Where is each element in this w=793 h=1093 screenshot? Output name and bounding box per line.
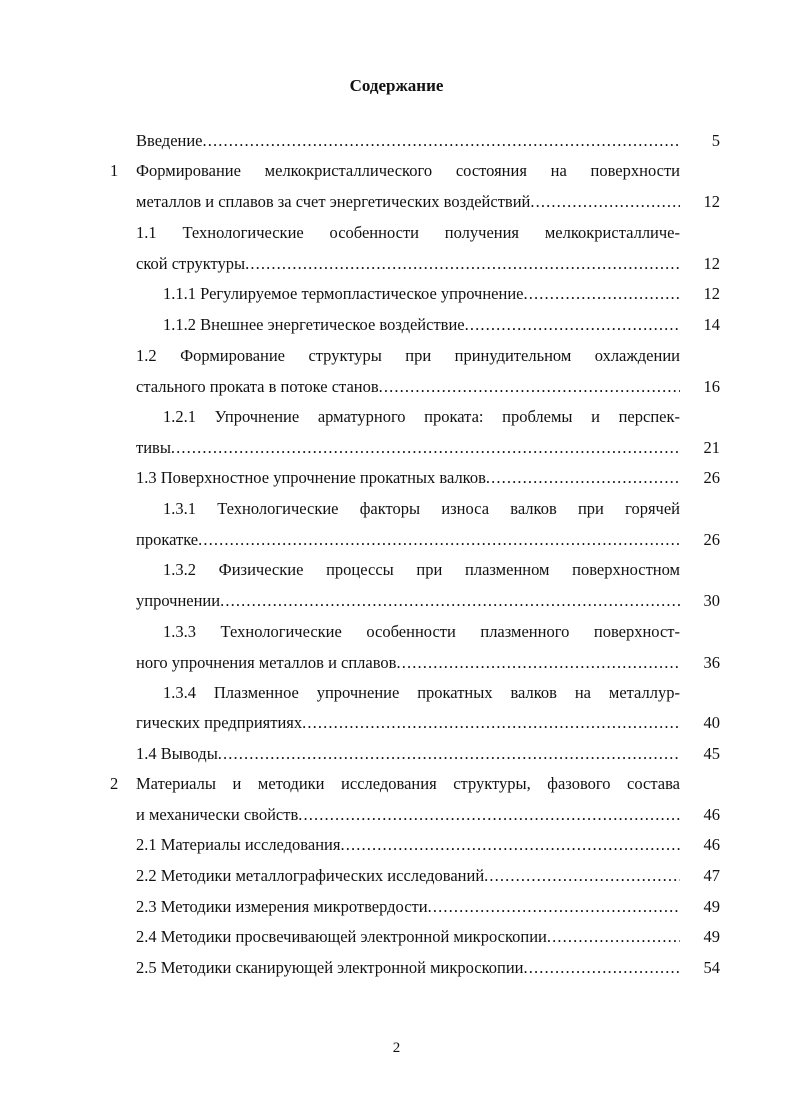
dot-leader <box>486 466 680 490</box>
dot-leader <box>198 528 680 552</box>
toc-entry-text: ного упрочнения металлов и сплавов <box>136 653 397 672</box>
toc-entry-leader-line <box>136 925 680 949</box>
dot-leader <box>302 711 680 735</box>
dot-leader <box>524 956 680 980</box>
page-number: 2 <box>392 1040 401 1056</box>
toc-entry-text: 2.5 Методики сканирующей электронной микроскопии <box>136 958 524 977</box>
toc-entry-text: ской структуры <box>136 254 246 273</box>
toc-entry-first-line: 1.2.1 Упрочнение арматурного проката: проблемы и перспек- <box>163 407 680 426</box>
chapter-number: 2 <box>110 774 119 793</box>
toc-entry-text: 1.1.1 Регулируемое термопластическое упрочнение <box>163 284 524 303</box>
toc-page-number: 12 <box>703 284 720 303</box>
dot-leader <box>171 436 680 460</box>
toc-entry-leader-line <box>136 589 680 613</box>
toc-entry-text: и механически свойств <box>136 805 299 824</box>
toc-entry-text: прокатке <box>136 530 199 549</box>
toc-entry-leader-line <box>136 466 680 490</box>
toc-entry-leader-line <box>136 833 680 857</box>
chapter-number: 1 <box>110 161 119 180</box>
toc-page-number: 46 <box>703 805 720 824</box>
toc-entry-leader-line <box>136 956 680 980</box>
toc-entry-first-line: 1.3.2 Физические процессы при плазменном поверхностном <box>163 560 680 579</box>
toc-page-number: 47 <box>703 866 720 885</box>
toc-entry-first-line: 1.3.1 Технологические факторы износа валков при горячей <box>163 499 680 518</box>
toc-page-number: 16 <box>703 377 720 396</box>
toc-entry-leader-line <box>136 375 680 399</box>
toc-page-number: 12 <box>703 192 720 211</box>
toc-entry-leader-line <box>136 252 680 276</box>
toc-page-number: 40 <box>703 713 720 732</box>
toc-entry-text: 2.2 Методики металлографических исследований <box>136 866 485 885</box>
toc-page-number: 49 <box>703 897 720 916</box>
toc-page-number: 54 <box>703 958 720 977</box>
toc-entry-leader-line <box>136 129 680 153</box>
toc-entry-text: упрочнении <box>136 591 221 610</box>
toc-entry-text: Введение <box>136 131 203 150</box>
toc-entry-text: 1.1.2 Внешнее энергетическое воздействие <box>163 315 465 334</box>
toc-page-number: 12 <box>703 254 720 273</box>
dot-leader <box>465 313 680 337</box>
dot-leader <box>340 833 680 857</box>
toc-entry-leader-line <box>136 742 680 766</box>
toc-entry-first-line: 1.3.3 Технологические особенности плазменного поверхност- <box>163 622 680 641</box>
dot-leader <box>298 803 680 827</box>
toc-entry-first-line: 1.1 Технологические особенности получения мелкокристалличе- <box>136 223 680 242</box>
toc-page-number: 5 <box>711 131 720 150</box>
toc-entry-text: 2.1 Материалы исследования <box>136 835 341 854</box>
toc-entry-text: 2.4 Методики просвечивающей электронной микроскопии <box>136 927 547 946</box>
toc-entry-first-line: 1.2 Формирование структуры при принудительном охлаждении <box>136 346 680 365</box>
dot-leader <box>530 190 680 214</box>
toc-entry-leader-line <box>136 803 680 827</box>
toc-entry-first-line: Материалы и методики исследования структуры, фазового состава <box>136 774 680 793</box>
dot-leader <box>428 895 680 919</box>
toc-entry-text: стального проката в потоке станов <box>136 377 379 396</box>
dot-leader <box>220 589 680 613</box>
toc-entry-first-line: 1.3.4 Плазменное упрочнение прокатных валков на металлур- <box>163 683 680 702</box>
toc-entry-leader-line <box>136 864 680 888</box>
toc-page-number: 49 <box>703 927 720 946</box>
toc-entry-leader-line <box>163 282 680 306</box>
toc-entry-first-line: Формирование мелкокристаллического состояния на поверхности <box>136 161 680 180</box>
toc-entry-leader-line <box>163 313 680 337</box>
dot-leader <box>484 864 680 888</box>
toc-entry-text: 1.4 Выводы <box>136 744 218 763</box>
dot-leader <box>547 925 680 949</box>
toc-entry-leader-line <box>136 190 680 214</box>
toc-page-number: 36 <box>703 653 720 672</box>
toc-page-number: 26 <box>703 468 720 487</box>
toc-entry-text: тивы <box>136 438 171 457</box>
toc-entry-text: металлов и сплавов за счет энергетических воздействий <box>136 192 531 211</box>
dot-leader <box>218 742 680 766</box>
dot-leader <box>396 651 680 675</box>
toc-page-number: 26 <box>703 530 720 549</box>
dot-leader <box>524 282 681 306</box>
toc-entry-text: гических предприятиях <box>136 713 303 732</box>
toc-entry-leader-line <box>136 528 680 552</box>
toc-title: Содержание <box>349 76 444 95</box>
toc-page-number: 30 <box>703 591 720 610</box>
toc-page-number: 45 <box>703 744 720 763</box>
toc-entry-leader-line <box>136 711 680 735</box>
toc-page-number: 21 <box>703 438 720 457</box>
toc-entry-text: 2.3 Методики измерения микротвердости <box>136 897 428 916</box>
toc-entry-leader-line <box>136 895 680 919</box>
toc-entry-leader-line <box>136 651 680 675</box>
dot-leader <box>379 375 680 399</box>
toc-entry-text: 1.3 Поверхностное упрочнение прокатных валков <box>136 468 486 487</box>
dot-leader <box>203 129 680 153</box>
toc-page-number: 46 <box>703 835 720 854</box>
toc-entry-leader-line <box>136 436 680 460</box>
dot-leader <box>245 252 680 276</box>
toc-page-number: 14 <box>703 315 720 334</box>
